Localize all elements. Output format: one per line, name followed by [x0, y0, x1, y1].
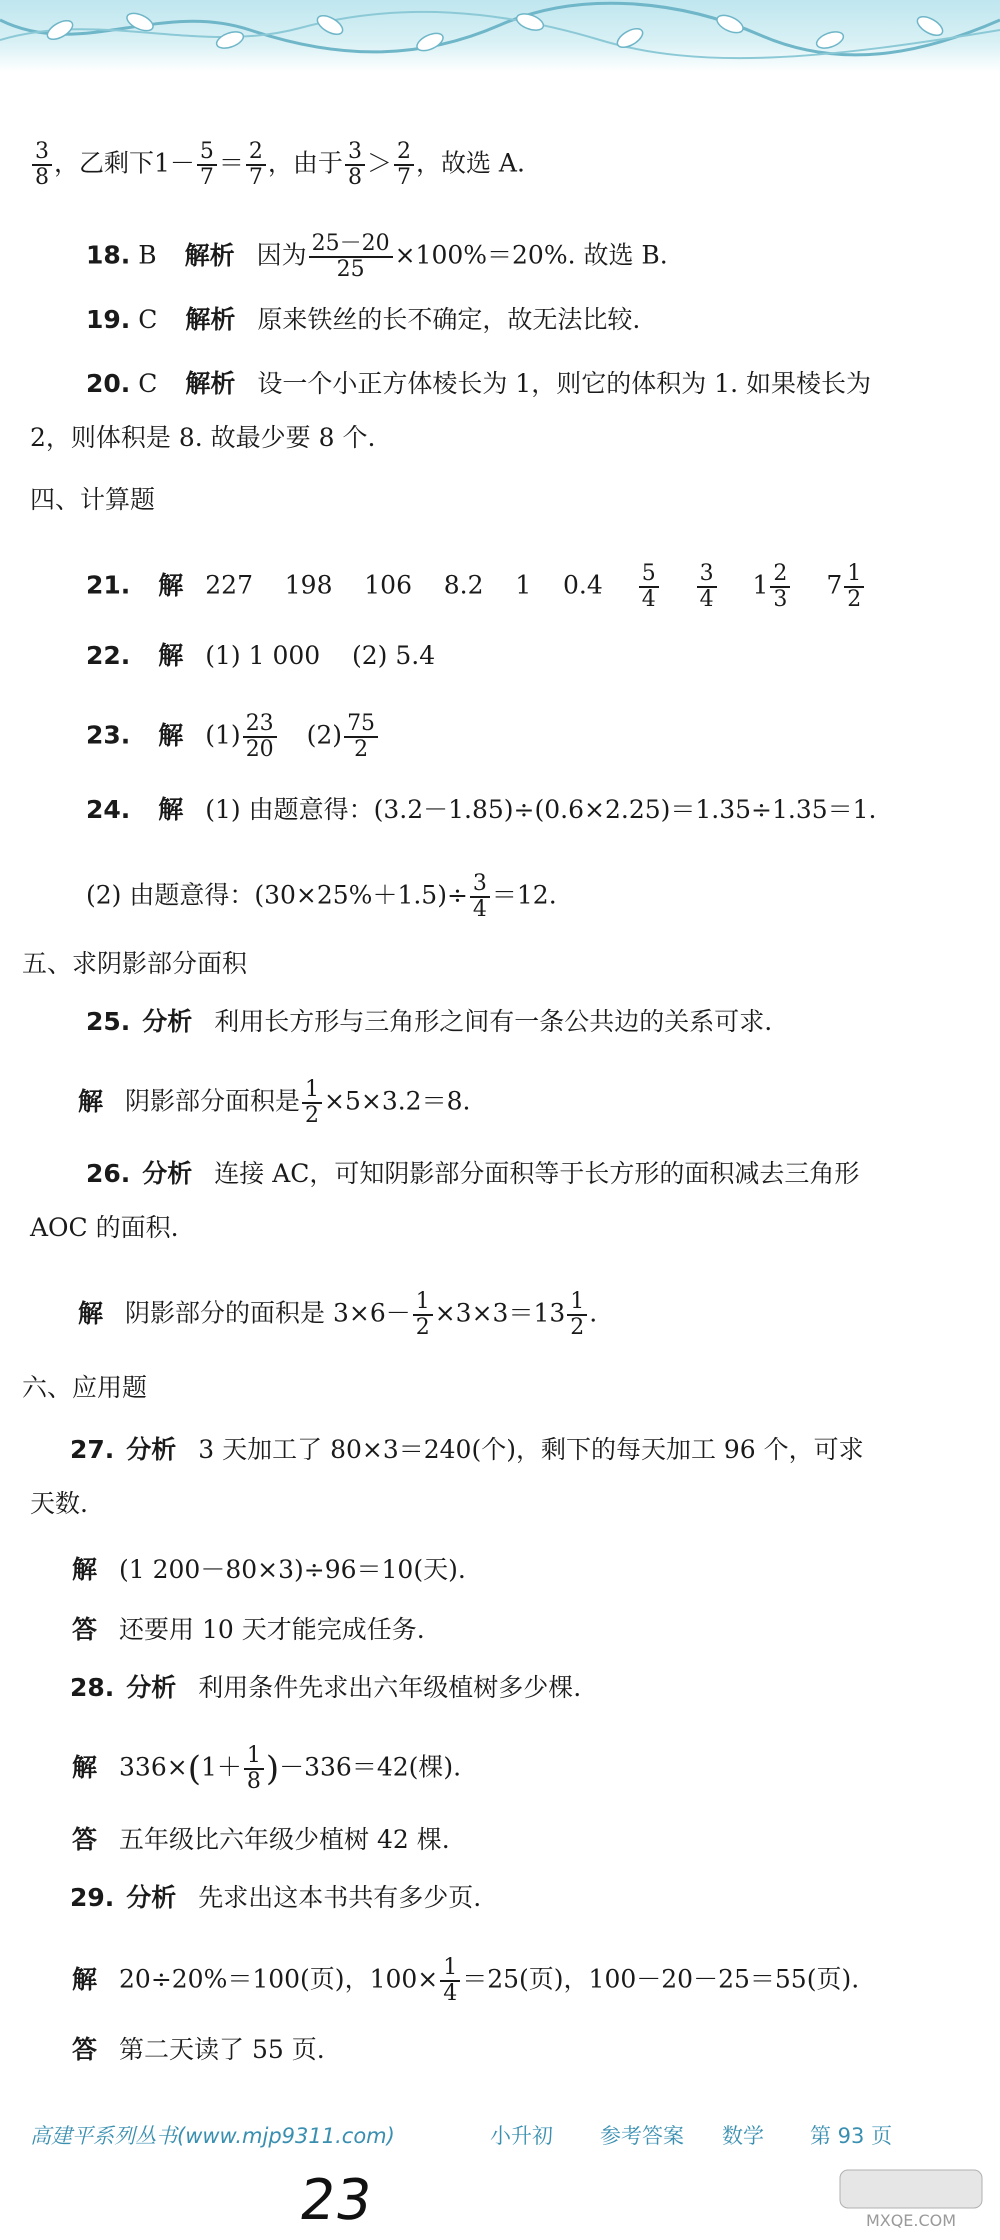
answer-23: 23. 解 (1) $\frac{23}{20}$ (2) $\frac{75}{2}$ [0, 712, 1000, 762]
answer-26-analysis-continued: AOC 的面积. [30, 1213, 179, 1242]
fraction: $\frac{3}{4}$ [697, 562, 717, 612]
answer-29-solution: 解 20÷20%＝100(页)，100× $\frac{1}{4}$ ＝25(页)，100－20－25＝55(页). [72, 1955, 860, 2006]
fraction: $\frac{3}{4}$ [470, 872, 490, 922]
footer-level: 小升初 [490, 2124, 553, 2148]
vine-ornament-icon [0, 0, 1000, 72]
fraction: $\frac{1}{2}$ [844, 562, 864, 612]
answer-27-solution: 解 (1 200－80×3)÷96＝10(天). [72, 1555, 466, 1584]
fraction: $\frac{23}{20}$ [243, 712, 277, 762]
answer-26-analysis: 26. 分析 连接 AC，可知阴影部分面积等于长方形的面积减去三角形 [86, 1159, 860, 1188]
footer-page-label: 第 93 页 [810, 2124, 893, 2148]
fraction: $\frac{1}{8}$ [244, 1744, 264, 1794]
answer-28-analysis: 28. 分析 利用条件先求出六年级植树多少棵. [70, 1673, 582, 1702]
answer-25-solution: 解 阴影部分面积是 $\frac{1}{2}$ ×5×3.2＝8. [78, 1077, 471, 1128]
page-footer [0, 2112, 1000, 2152]
answer-27-analysis-continued: 天数. [30, 1489, 88, 1518]
fraction: $\frac{2}{7}$ [394, 140, 414, 190]
fraction: $\frac{5}{7}$ [197, 140, 217, 190]
answer-20-continued: 2，则体积是 8. 故最少要 8 个. [30, 423, 376, 452]
fraction: $\frac{25-20}{25}$ [309, 232, 393, 282]
answer-19: 19. C 解析 原来铁丝的长不确定，故无法比较. [86, 305, 641, 334]
answer-28-solution: 解 336×(1＋ $\frac{1}{8}$ )－336＝42(棵). [72, 1743, 462, 1794]
answer-24-part-2: (2) 由题意得：(30×25%＋1.5)÷ $\frac{3}{4}$ ＝12. [86, 871, 557, 922]
answer-21: 21. 解 227 198 106 8.2 1 0.4 $\frac{5}{4}$ $\frac{3}{4}$ 1 $\frac{2}{3}$ 7 $\frac{1}{2}$ [0, 562, 1000, 612]
watermark-text: MXQE.COM [865, 2211, 957, 2230]
answer-26-solution: 解 阴影部分的面积是 3×6－ $\frac{1}{2}$ ×3×3＝13 $\frac{1}{2}$ . [78, 1289, 598, 1340]
fraction: $\frac{3}{8}$ [345, 140, 365, 190]
fraction: $\frac{1}{2}$ [567, 1290, 587, 1340]
footer-ref: 参考答案 [600, 2124, 684, 2148]
answer-line-17-continued: $\frac{3}{8}$ ，乙剩下1－ $\frac{5}{7}$ ＝ $\frac{2}{7}$ ，由于 $\frac{3}{8}$ ＞ $\frac{2}{7}$ ，故选 A. [0, 140, 1000, 190]
answer-24: 24. 解 (1) 由题意得：(3.2－1.85)÷(0.6×2.25)＝1.35÷1.35＝1. [86, 795, 877, 824]
fraction: $\frac{2}{7}$ [246, 140, 266, 190]
answer-18: 18. B 解析 因为 $\frac{25-20}{25}$ ×100%＝20%. 故选 B. [86, 231, 668, 282]
answer-25-analysis: 25. 分析 利用长方形与三角形之间有一条公共边的关系可求. [86, 1007, 773, 1036]
fraction: $\frac{1}{2}$ [302, 1078, 322, 1128]
answer-28-answer: 答 五年级比六年级少植树 42 棵. [72, 1825, 450, 1854]
decorative-vine-banner [0, 0, 1000, 72]
handwritten-page-number: 23 [295, 2168, 376, 2233]
footer-subject: 数学 [722, 2124, 764, 2148]
answer-22: 22. 解 (1) 1 000 (2) 5.4 [86, 641, 436, 670]
watermark-logo-icon [836, 2168, 986, 2232]
answer-27-answer: 答 还要用 10 天才能完成任务. [72, 1615, 425, 1644]
fraction: $\frac{1}{4}$ [440, 1956, 460, 2006]
footer-series: 高建平系列丛书(www.mjp9311.com) [30, 2124, 395, 2148]
fraction: $\frac{1}{2}$ [413, 1290, 433, 1340]
answer-29-answer: 答 第二天读了 55 页. [72, 2035, 325, 2064]
section-heading-shaded-area: 五、求阴影部分面积 [22, 949, 248, 978]
answer-27-analysis: 27. 分析 3 天加工了 80×3＝240(个)，剩下的每天加工 96 个，可求 [70, 1435, 864, 1464]
section-heading-application: 六、应用题 [22, 1373, 148, 1402]
section-heading-calculation: 四、计算题 [30, 485, 156, 514]
fraction: $\frac{5}{4}$ [639, 562, 659, 612]
watermark-logo [836, 2168, 986, 2232]
fraction: $\frac{3}{8}$ [32, 140, 52, 190]
fraction: $\frac{75}{2}$ [344, 712, 378, 762]
answer-20: 20. C 解析 设一个小正方体棱长为 1，则它的体积为 1. 如果棱长为 [86, 369, 871, 398]
answer-29-analysis: 29. 分析 先求出这本书共有多少页. [70, 1883, 482, 1912]
fraction: $\frac{2}{3}$ [770, 562, 790, 612]
